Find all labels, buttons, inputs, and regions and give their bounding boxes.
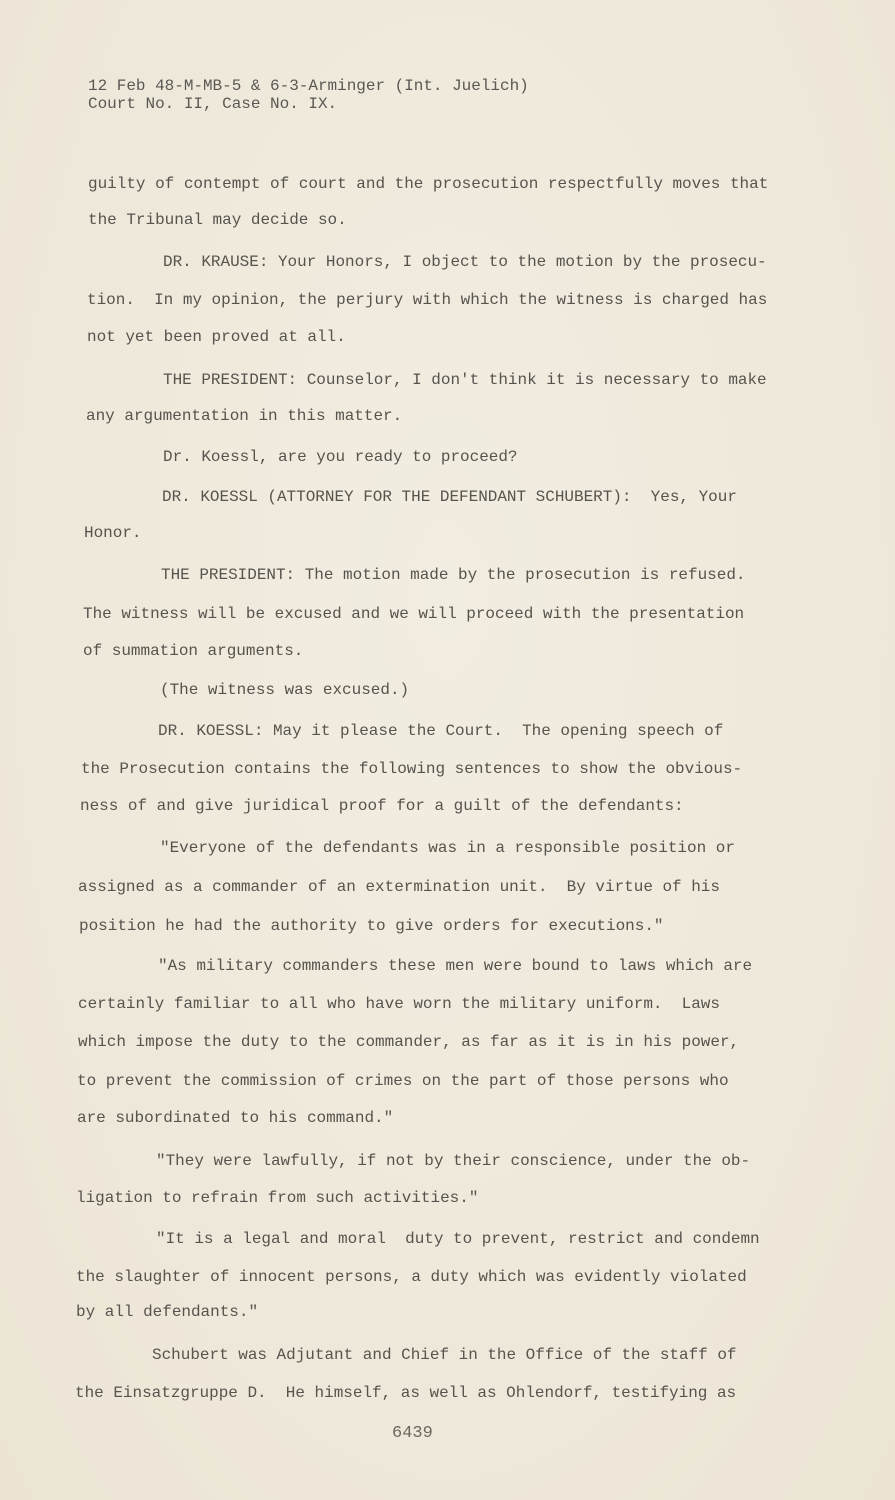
text-line: THE PRESIDENT: The motion made by the prosecution is refused. [161,566,746,584]
text-line: assigned as a commander of an extermination unit. By virtue of his [78,878,720,896]
text-line: the Prosecution contains the following sentences to show the obvious- [81,760,743,778]
page-number: 6439 [392,1424,433,1443]
text-line: are subordinated to his command." [77,1109,394,1127]
text-line: certainly familiar to all who have worn the military uniform. Laws [78,995,720,1013]
header-line-1: 12 Feb 48-M-MB-5 & 6-3-Arminger (Int. Juelich) [88,77,529,95]
text-line: not yet been proved at all. [87,328,346,346]
text-line: Schubert was Adjutant and Chief in the Office of the staff of [152,1346,737,1364]
text-line: DR. KRAUSE: Your Honors, I object to the motion by the prosecu- [163,253,767,271]
text-line: The witness will be excused and we will proceed with the presentation [83,605,745,623]
text-line: "As military commanders these men were bound to laws which are [158,957,753,975]
text-line: Dr. Koessl, are you ready to proceed? [163,448,518,466]
text-line: which impose the duty to the commander, as far as it is in his power, [78,1033,740,1051]
text-line: DR. KOESSL: May it please the Court. The opening speech of [158,722,724,740]
text-line: "They were lawfully, if not by their conscience, under the ob- [156,1152,751,1170]
text-line: DR. KOESSL (ATTORNEY FOR THE DEFENDANT SCHUBERT): Yes, Your [162,488,737,506]
text-line: ness of and give juridical proof for a guilt of the defendants: [80,797,684,815]
text-line: of summation arguments. [83,642,304,660]
text-line: the Einsatzgruppe D. He himself, as well as Ohlendorf, testifying as [75,1384,737,1402]
text-line: the Tribunal may decide so. [88,211,347,229]
text-line: any argumentation in this matter. [86,407,403,425]
text-line: to prevent the commission of crimes on the part of those persons who [77,1072,729,1090]
text-line: guilty of contempt of court and the prosecution respectfully moves that [88,175,769,193]
text-line: THE PRESIDENT: Counselor, I don't think it is necessary to make [163,371,767,389]
text-line: by all defendants." [76,1303,259,1321]
text-line: (The witness was excused.) [160,681,410,699]
header-line-2: Court No. II, Case No. IX. [88,95,338,113]
text-line: Honor. [84,524,142,542]
text-line: "It is a legal and moral duty to prevent, restrict and condemn [156,1230,760,1248]
text-line: tion. In my opinion, the perjury with which the witness is charged has [87,291,768,309]
text-line: position he had the authority to give orders for executions." [79,917,664,935]
text-line: the slaughter of innocent persons, a duty which was evidently violated [76,1268,747,1286]
text-line: "Everyone of the defendants was in a responsible position or [160,839,735,857]
text-line: ligation to refrain from such activities." [76,1189,479,1207]
